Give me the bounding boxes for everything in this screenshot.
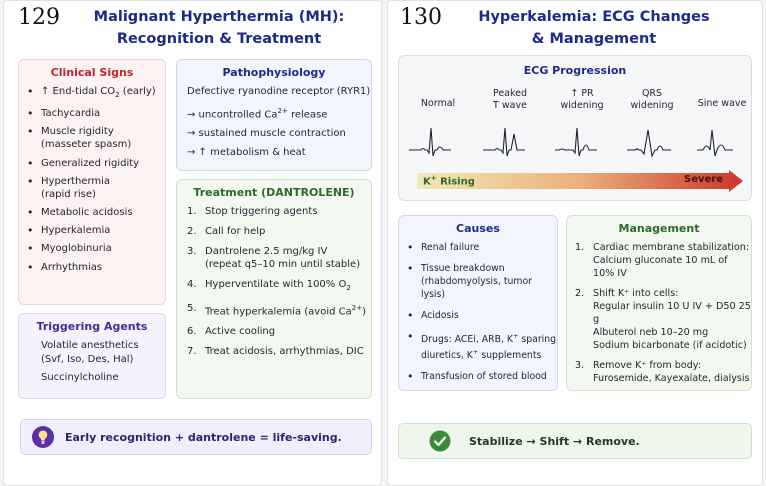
list-item: • Drugs: ACEi, ARB, K+ sparing diuretics, K+ supplements	[407, 330, 557, 362]
list-item: • Muscle rigidity (masseter spasm)	[27, 125, 165, 151]
list-item: 4. Hyperventilate with 100% $O_2$	[187, 279, 351, 292]
ecg-label-sine: Sine wave	[697, 98, 747, 109]
list-item: • Tachycardia	[27, 107, 165, 120]
card-title: Treatment (DANTROLENE)	[193, 186, 355, 199]
list-item: • Renal failure	[407, 241, 557, 254]
ecg-progression-card	[398, 55, 752, 201]
list-item: 1. Stop triggering agents	[187, 206, 318, 217]
list-item: • Hyperthermia (rapid rise)	[27, 175, 165, 201]
right-page	[387, 0, 763, 486]
triggering-agents-card: Triggering Agents Volatile anesthetics (Svf, Iso, Des, Hal) Succinylcholine	[18, 313, 166, 399]
ecg-label-qrs: QRS widening	[630, 88, 674, 111]
list-item: • Myoglobinuria	[27, 242, 165, 255]
list-item: 7. Treat acidosis, arrhythmias, DIC	[187, 346, 364, 358]
check-circle-icon	[429, 430, 451, 452]
clinical-signs-card	[18, 59, 166, 305]
page-number: 130	[400, 5, 442, 30]
ecg-trace-qrs-widening	[627, 130, 671, 156]
list-item: 1. Cardiac membrane stabilization: Calcium gluconate 10 mL of 10% IV	[575, 242, 750, 279]
card-title: Causes	[456, 222, 500, 235]
card-title: Pathophysiology	[222, 66, 326, 79]
list-item: • ↑ End-tidal $CO_2$ (early)	[27, 85, 165, 102]
list-item: 6. Active cooling	[187, 326, 276, 338]
page-title: Hyperkalemia: ECG Changes & Management	[478, 9, 710, 47]
ecg-trace-peaked-t	[483, 128, 525, 156]
banner-text: Stabilize → Shift → Remove.	[469, 434, 640, 448]
k-rising-label: K+ Rising	[423, 174, 475, 188]
card-title: Triggering Agents	[36, 320, 148, 333]
card-title: ECG Progression	[523, 64, 627, 77]
potassium-gradient-bar	[417, 170, 743, 192]
causes-card	[398, 215, 558, 391]
lightbulb-icon	[31, 425, 55, 449]
ecg-trace-pr-widening	[555, 128, 597, 156]
ecg-label-pr: ↑ PR widening	[560, 88, 604, 111]
ecg-waveforms	[399, 122, 753, 162]
page-title: Malignant Hyperthermia (MH): Recognition & Treatment	[93, 9, 345, 47]
treatment-card	[176, 179, 372, 399]
list-item: • Arrhythmias	[27, 261, 165, 274]
key-point-banner	[20, 419, 372, 455]
ecg-trace-normal	[409, 128, 451, 156]
page-number: 129	[18, 5, 60, 30]
list-item: • Hyperkalemia	[27, 224, 165, 237]
list-item: 3. Dantrolene 2.5 mg/kg IV (repeat q5–10 min until stable)	[187, 246, 361, 270]
banner-text: Early recognition + dantrolene = life-saving.	[65, 430, 342, 444]
list-item: 5. Treat hyperkalemia (avoid $Ca^{2+}$)	[187, 303, 366, 318]
ecg-trace-sine-wave	[697, 130, 733, 156]
list-item: 3. Remove K⁺ from body: Furosemide, Kayexalate, dialysis	[575, 360, 750, 384]
ecg-label-normal: Normal	[420, 98, 456, 109]
list-item: 2. Call for help	[187, 226, 266, 237]
list-item: • Acidosis	[407, 309, 557, 322]
card-title: Clinical Signs	[50, 66, 134, 79]
list-item: 2. Shift K⁺ into cells: Regular insulin 10 U IV + D50 25 g Albuterol neb 10–20 mg Sodium bicarbonate (if acidotic)	[575, 288, 751, 351]
pathophysiology-card: Pathophysiology Defective ryanodine receptor (RYR1) → uncontrolled $Ca^{2+}$ release → sustained muscle contraction → ↑ metabolism & heat	[176, 59, 372, 171]
list-item: • Tissue breakdown (rhabdomyolysis, tumor lysis)	[407, 262, 557, 301]
severe-label: Severe	[684, 174, 723, 185]
card-title: Management	[618, 222, 700, 235]
management-card	[566, 215, 752, 391]
list-item: • Metabolic acidosis	[27, 206, 165, 219]
list-item: • Transfusion of stored blood	[407, 370, 557, 383]
left-page	[3, 0, 382, 486]
key-point-banner	[398, 423, 752, 459]
list-item: • Generalized rigidity	[27, 157, 165, 170]
ecg-label-peaked-t: Peaked T wave	[492, 88, 528, 111]
